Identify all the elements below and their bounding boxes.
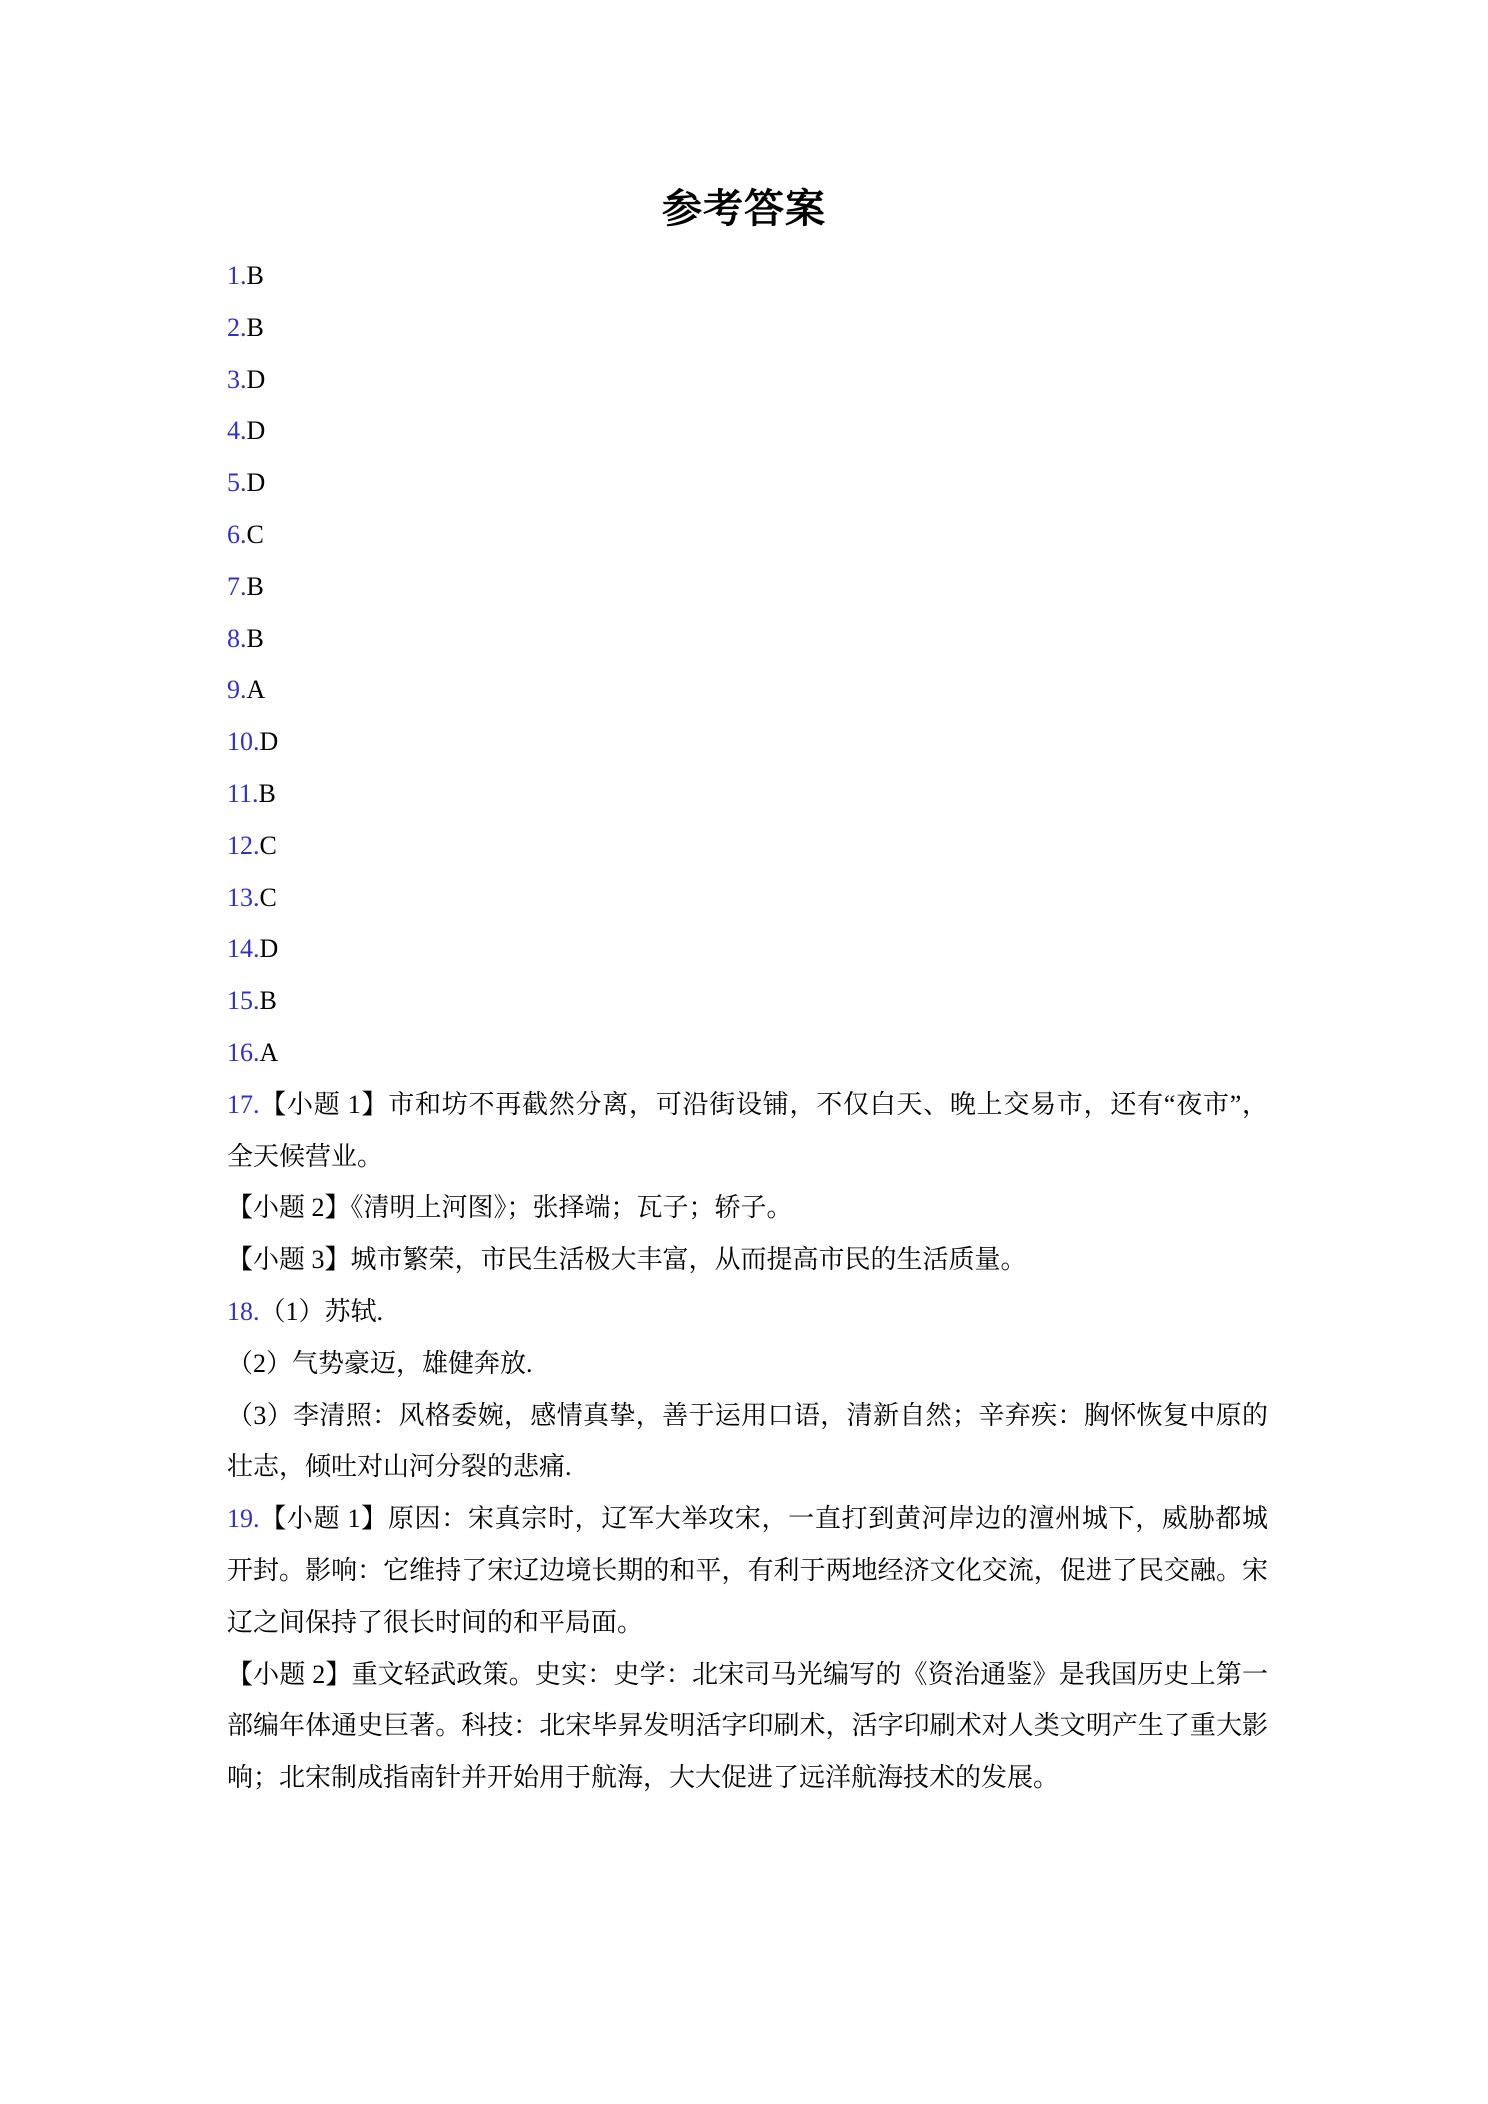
question-number: 11. xyxy=(227,778,259,808)
answer-item xyxy=(227,820,1268,872)
answer-line xyxy=(227,1286,1268,1338)
answer-line xyxy=(227,1597,1268,1649)
answer-text: 部编年体通史巨著。科技：北宋毕昇发明活字印刷术，活字印刷术对人类文明产生了重大影 xyxy=(227,1711,1268,1741)
answer-line xyxy=(227,1079,1268,1131)
answer-choice: D xyxy=(246,364,266,394)
page-title: 参考答案 xyxy=(662,186,826,231)
answer-text: 响；北宋制成指南针并开始用于航海，大大促进了远洋航海技术的发展。 xyxy=(227,1763,1060,1793)
answer-choice: B xyxy=(246,261,264,290)
question-number: 13. xyxy=(227,882,260,912)
question-number: 4. xyxy=(227,416,247,446)
answer-item xyxy=(227,457,1268,509)
answer-text: 壮志，倾吐对山河分裂的悲痛. xyxy=(227,1452,572,1482)
question-number: 17. xyxy=(227,1089,260,1119)
answer-text: 开封。影响：它维持了宋辽边境长期的和平，有利于两地经济文化交流，促进了民交融。宋 xyxy=(227,1555,1268,1585)
answer-line xyxy=(227,1649,1268,1701)
answer-line xyxy=(227,1441,1268,1493)
answer-line xyxy=(227,1493,1268,1545)
answer-line xyxy=(227,1752,1268,1804)
answer-choice: C xyxy=(246,519,264,549)
answer-choice: B xyxy=(258,778,276,808)
answer-item xyxy=(227,664,1268,716)
answer-item xyxy=(227,872,1268,924)
answer-choice: D xyxy=(259,727,279,757)
question-number: 15. xyxy=(227,986,260,1016)
answer-choice: C xyxy=(259,882,277,912)
answer-line xyxy=(227,1545,1268,1597)
answer-text: 【小题 1】原因：宋真宗时，辽军大举攻宋，一直打到黄河岸边的澶州城下，威胁都城 xyxy=(259,1504,1268,1534)
answer-choice: B xyxy=(246,571,264,601)
answer-text: 【小题 1】市和坊不再截然分离，可沿街设铺，不仅白天、晚上交易市，还有“夜市”， xyxy=(259,1089,1268,1119)
answer-item xyxy=(227,975,1268,1027)
answer-choice: B xyxy=(259,986,277,1016)
question-number: 18. xyxy=(227,1296,260,1326)
answer-text: （2）气势豪迈，雄健奔放. xyxy=(227,1348,533,1378)
answer-choice: A xyxy=(246,675,266,705)
answer-choice: D xyxy=(259,934,279,964)
answer-line xyxy=(227,1131,1268,1183)
question-number: 2. xyxy=(227,312,247,342)
answer-choice: B xyxy=(246,623,264,653)
answer-text: 辽之间保持了很长时间的和平局面。 xyxy=(227,1607,644,1637)
answer-text: 【小题 2】《清明上河图》；张择端；瓦子；轿子。 xyxy=(227,1193,793,1223)
answer-item xyxy=(227,768,1268,820)
answer-choice: A xyxy=(259,1037,279,1067)
answer-item xyxy=(227,923,1268,975)
answer-choice: D xyxy=(246,468,266,498)
answer-line xyxy=(227,1390,1268,1442)
answer-item xyxy=(227,354,1268,406)
question-number: 9. xyxy=(227,675,247,705)
answer-text: （1）苏轼. xyxy=(259,1296,384,1326)
question-number: 12. xyxy=(227,830,260,860)
question-number: 3. xyxy=(227,364,247,394)
answer-item xyxy=(227,405,1268,457)
answer-line xyxy=(227,1338,1268,1390)
answer-choice: C xyxy=(259,830,277,860)
answer-item xyxy=(227,1027,1268,1079)
question-number: 7. xyxy=(227,571,247,601)
answer-text: （3）李清照：风格委婉，感情真挚，善于运用口语，清新自然；辛弃疾：胸怀恢复中原的 xyxy=(227,1400,1268,1430)
question-number: 6. xyxy=(227,519,247,549)
question-number: 8. xyxy=(227,623,247,653)
answer-item xyxy=(227,302,1268,354)
answer-item xyxy=(227,716,1268,768)
answer-choice: B xyxy=(246,312,264,342)
answer-item xyxy=(227,561,1268,613)
answer-text: 【小题 2】重文轻武政策。史实：史学：北宋司马光编写的《资治通鉴》是我国历史上第一 xyxy=(227,1659,1268,1689)
answer-list xyxy=(227,250,1268,1804)
answer-item xyxy=(227,509,1268,561)
answer-line xyxy=(227,1234,1268,1286)
question-number: 19. xyxy=(227,1504,260,1534)
answer-text: 【小题 3】城市繁荣，市民生活极大丰富，从而提高市民的生活质量。 xyxy=(227,1245,1027,1275)
question-number: 1. xyxy=(227,261,247,290)
question-number: 5. xyxy=(227,468,247,498)
answer-line xyxy=(227,1182,1268,1234)
answer-text: 全天候营业。 xyxy=(227,1141,384,1171)
answer-line xyxy=(227,1700,1268,1752)
question-number: 14. xyxy=(227,934,260,964)
answer-item xyxy=(227,250,1268,302)
question-number: 16. xyxy=(227,1037,260,1067)
answer-item xyxy=(227,613,1268,665)
answer-choice: D xyxy=(246,416,266,446)
question-number: 10. xyxy=(227,727,260,757)
